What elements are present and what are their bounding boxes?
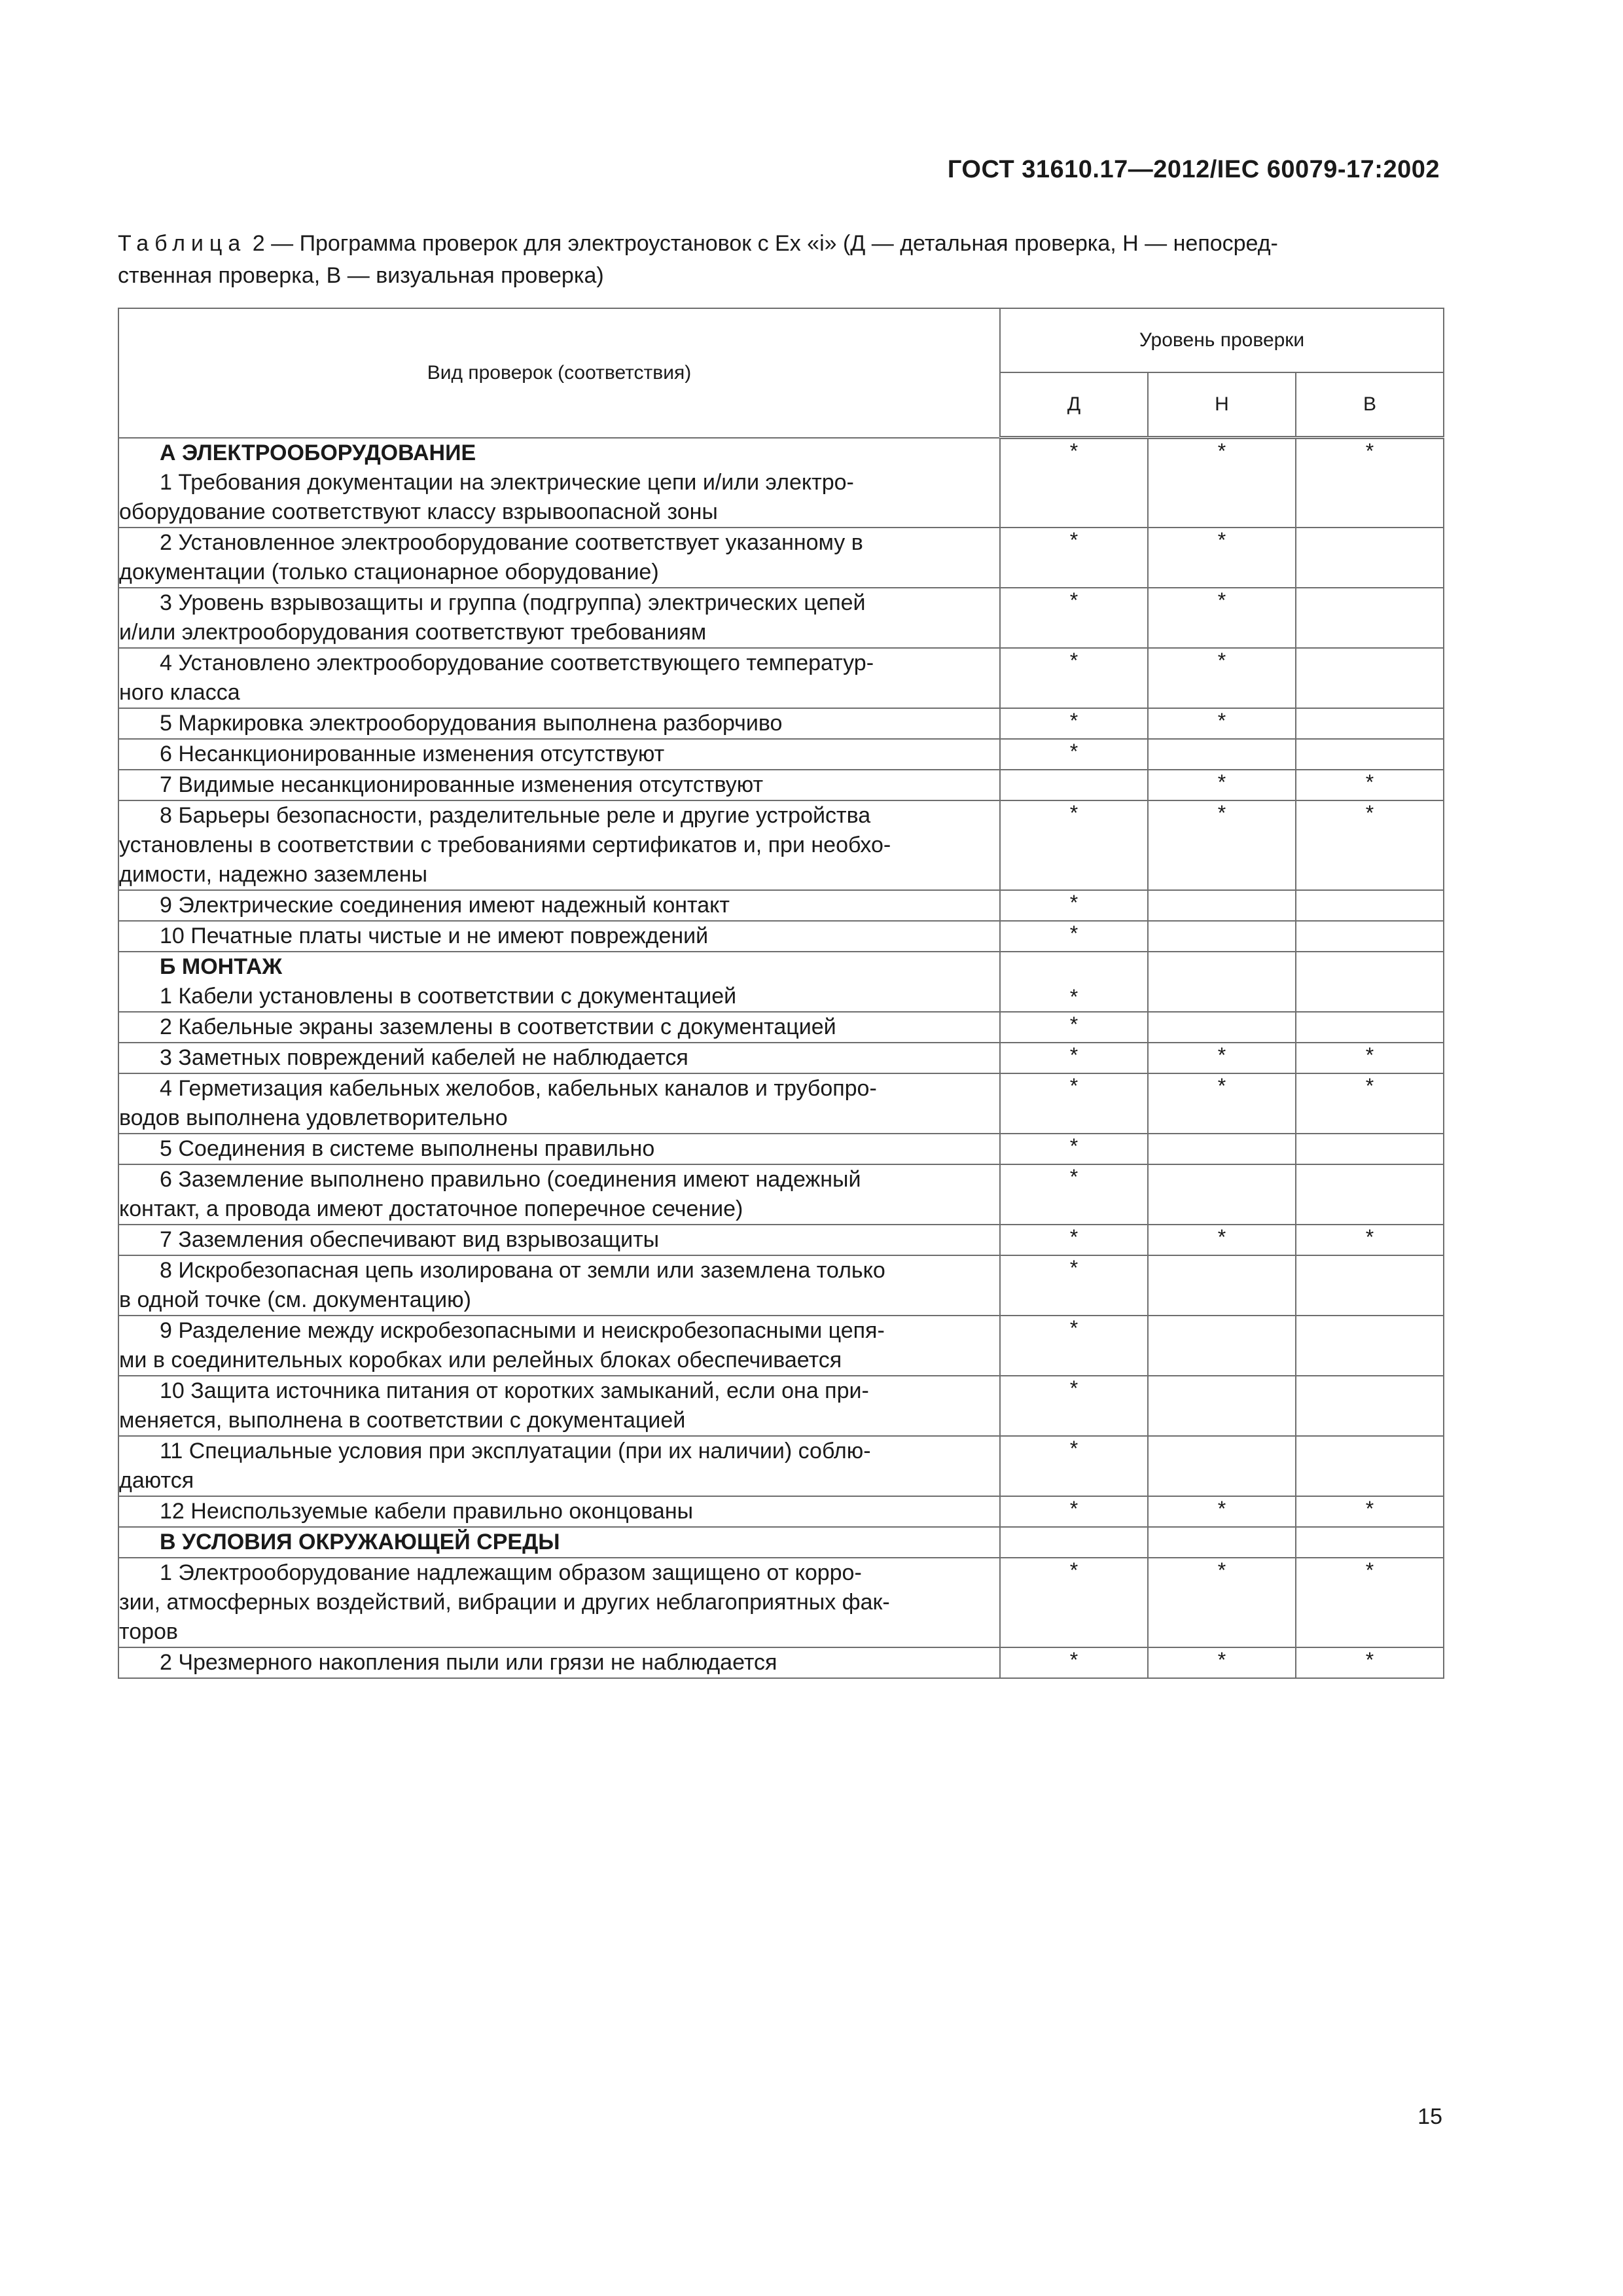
- mark-visual: [1296, 588, 1444, 648]
- table-row: [118, 1527, 1444, 1558]
- check-description: [118, 1316, 1000, 1376]
- mark-close: *: [1148, 1225, 1296, 1255]
- table-row: [118, 528, 1444, 588]
- mark-visual: *: [1296, 1496, 1444, 1527]
- mark-close: [1148, 1527, 1296, 1558]
- mark-visual: *: [1296, 800, 1444, 890]
- page-number: 15: [1418, 2104, 1442, 2129]
- mark-close: [1148, 921, 1296, 952]
- table-row: [118, 1164, 1444, 1225]
- mark-detailed: *: [1000, 1496, 1148, 1527]
- check-description: [118, 1436, 1000, 1496]
- check-description: [118, 588, 1000, 648]
- mark-detailed: *: [1000, 1647, 1148, 1678]
- mark-detailed: [1000, 770, 1148, 800]
- check-text-line: меняется, выполнена в соответствии с документацией: [119, 1407, 686, 1433]
- mark-close: *: [1148, 708, 1296, 739]
- table-row: [118, 1225, 1444, 1255]
- mark-visual: [1296, 1436, 1444, 1496]
- mark-visual: [1296, 921, 1444, 952]
- mark-detailed: *: [1000, 1012, 1148, 1043]
- mark-close: *: [1148, 800, 1296, 890]
- section-heading: А ЭЛЕКТРООБОРУДОВАНИЕ: [160, 440, 476, 465]
- mark-visual: [1296, 1255, 1444, 1316]
- check-description: [118, 708, 1000, 739]
- column-header-close: Н: [1148, 372, 1296, 438]
- mark-detailed: *: [1000, 648, 1148, 708]
- check-description: [118, 1043, 1000, 1073]
- standard-code: ГОСТ 31610.17—2012/IEC 60079-17:2002: [947, 156, 1440, 183]
- check-text-line: 5 Соединения в системе выполнены правильно: [160, 1136, 655, 1161]
- check-text-line: оборудование соответствуют классу взрывоопасной зоны: [119, 499, 718, 524]
- check-text-line: 1 Электрооборудование надлежащим образом защищено от корро-: [160, 1560, 862, 1585]
- caption-text-continued: ственная проверка, В — визуальная проверка): [118, 263, 604, 288]
- check-text-line: димости, надежно заземлены: [119, 861, 428, 887]
- table-row: [118, 648, 1444, 708]
- mark-detailed: *: [1000, 739, 1148, 770]
- table-row: [118, 1043, 1444, 1073]
- check-text-line: 7 Видимые несанкционированные изменения отсутствуют: [160, 772, 764, 797]
- mark-detailed: *: [1000, 800, 1148, 890]
- check-text-line: 8 Искробезопасная цепь изолирована от земли или заземлена только: [160, 1257, 885, 1283]
- check-text-line: 11 Специальные условия при эксплуатации (при их наличии) соблю-: [160, 1438, 871, 1463]
- check-description: [118, 1012, 1000, 1043]
- table-row: [118, 1558, 1444, 1647]
- check-text-line: 3 Заметных повреждений кабелей не наблюдается: [160, 1045, 688, 1070]
- table-row: [118, 1255, 1444, 1316]
- mark-visual: [1296, 952, 1444, 1012]
- mark-close: *: [1148, 438, 1296, 528]
- table-row: [118, 952, 1444, 1012]
- mark-close: *: [1148, 528, 1296, 588]
- check-text-line: установлены в соответствии с требованиями сертификатов и, при необхо-: [119, 832, 891, 857]
- mark-visual: [1296, 1527, 1444, 1558]
- table-row: [118, 708, 1444, 739]
- mark-visual: *: [1296, 1647, 1444, 1678]
- mark-close: *: [1148, 1073, 1296, 1134]
- table-row: [118, 921, 1444, 952]
- column-header-type: Вид проверок (соответствия): [118, 308, 1000, 438]
- check-description: [118, 438, 1000, 528]
- mark-close: *: [1148, 1496, 1296, 1527]
- mark-close: [1148, 1012, 1296, 1043]
- mark-close: *: [1148, 588, 1296, 648]
- table-row: [118, 800, 1444, 890]
- check-text-line: 6 Заземление выполнено правильно (соединения имеют надежный: [160, 1166, 861, 1192]
- check-text-line: 2 Установленное электрооборудование соответствует указанному в: [160, 529, 863, 555]
- check-description: [118, 1255, 1000, 1316]
- check-text-line: 10 Печатные платы чистые и не имеют повреждений: [160, 923, 709, 948]
- check-text-line: и/или электрооборудования соответствуют требованиям: [119, 619, 707, 645]
- check-text-line: 10 Защита источника питания от коротких замыканий, если она при-: [160, 1378, 869, 1403]
- column-header-level: Уровень проверки: [1000, 308, 1444, 372]
- check-description: [118, 800, 1000, 890]
- check-text-line: 3 Уровень взрывозащиты и группа (подгруппа) электрических цепей: [160, 590, 866, 615]
- check-description: [118, 1376, 1000, 1436]
- check-description: [118, 739, 1000, 770]
- caption-number: 2: [252, 231, 265, 256]
- table-body: [118, 438, 1444, 1678]
- mark-visual: [1296, 528, 1444, 588]
- caption-text: — Программа проверок для электроустановок с Ex «i» (Д — детальная проверка, Н — непосред-: [264, 231, 1278, 256]
- mark-detailed: *: [1000, 890, 1148, 921]
- mark-close: [1148, 739, 1296, 770]
- mark-close: [1148, 890, 1296, 921]
- check-text-line: ми в соединительных коробках или релейных блоках обеспечивается: [119, 1347, 842, 1372]
- check-text-line: зии, атмосферных воздействий, вибрации и других неблагоприятных фак-: [119, 1589, 890, 1615]
- check-description: [118, 1225, 1000, 1255]
- check-text-line: водов выполнена удовлетворительно: [119, 1105, 508, 1130]
- check-description: [118, 770, 1000, 800]
- mark-close: [1148, 1316, 1296, 1376]
- table-row: [118, 1316, 1444, 1376]
- mark-detailed: *: [1000, 1073, 1148, 1134]
- table-row: [118, 739, 1444, 770]
- mark-visual: *: [1296, 1225, 1444, 1255]
- mark-detailed: *: [1000, 1558, 1148, 1647]
- mark-close: *: [1148, 1647, 1296, 1678]
- mark-visual: [1296, 890, 1444, 921]
- mark-visual: [1296, 1012, 1444, 1043]
- mark-close: *: [1148, 770, 1296, 800]
- mark-visual: *: [1296, 438, 1444, 528]
- mark-visual: *: [1296, 1558, 1444, 1647]
- mark-detailed: *: [1000, 1316, 1148, 1376]
- check-description: [118, 1164, 1000, 1225]
- mark-detailed: *: [1000, 1436, 1148, 1496]
- table-row: [118, 438, 1444, 528]
- mark-detailed: [1000, 1527, 1148, 1558]
- mark-close: *: [1148, 1043, 1296, 1073]
- table-row: [118, 1647, 1444, 1678]
- table-row: [118, 1012, 1444, 1043]
- mark-detailed: *: [1000, 1164, 1148, 1225]
- column-header-detailed: Д: [1000, 372, 1148, 438]
- check-text-line: 6 Несанкционированные изменения отсутствуют: [160, 741, 665, 766]
- check-description: [118, 921, 1000, 952]
- mark-detailed: *: [1000, 1043, 1148, 1073]
- mark-close: [1148, 952, 1296, 1012]
- check-text-line: торов: [119, 1619, 178, 1644]
- check-text-line: 9 Разделение между искробезопасными и неискробезопасными цепя-: [160, 1318, 885, 1343]
- check-description: [118, 648, 1000, 708]
- mark-detailed: *: [1000, 1376, 1148, 1436]
- table-row: [118, 1073, 1444, 1134]
- mark-visual: *: [1296, 1073, 1444, 1134]
- mark-visual: [1296, 1134, 1444, 1164]
- check-text-line: 7 Заземления обеспечивают вид взрывозащиты: [160, 1227, 660, 1252]
- mark-visual: *: [1296, 770, 1444, 800]
- section-heading: В УСЛОВИЯ ОКРУЖАЮЩЕЙ СРЕДЫ: [160, 1529, 560, 1554]
- table-row: [118, 588, 1444, 648]
- mark-close: *: [1148, 648, 1296, 708]
- check-description: [118, 1134, 1000, 1164]
- mark-detailed: *: [1000, 438, 1148, 528]
- column-header-visual: В: [1296, 372, 1444, 438]
- check-text-line: 12 Неиспользуемые кабели правильно оконцованы: [160, 1498, 694, 1524]
- check-description: [118, 528, 1000, 588]
- check-description: [118, 1647, 1000, 1678]
- table-row: [118, 1134, 1444, 1164]
- mark-close: [1148, 1134, 1296, 1164]
- check-description: [118, 1558, 1000, 1647]
- check-text-line: контакт, а провода имеют достаточное поперечное сечение): [119, 1196, 743, 1221]
- table-row: [118, 890, 1444, 921]
- table-caption: [118, 228, 1440, 292]
- mark-visual: [1296, 1376, 1444, 1436]
- mark-close: *: [1148, 1558, 1296, 1647]
- table-row: [118, 1436, 1444, 1496]
- mark-detailed: *: [1000, 921, 1148, 952]
- check-text-line: 1 Кабели установлены в соответствии с документацией: [160, 983, 737, 1009]
- check-text-line: 2 Кабельные экраны заземлены в соответствии с документацией: [160, 1014, 836, 1039]
- check-description: [118, 1496, 1000, 1527]
- mark-close: [1148, 1255, 1296, 1316]
- caption-label: Таблица: [118, 231, 247, 256]
- mark-detailed: *: [1000, 1134, 1148, 1164]
- table-row: [118, 1376, 1444, 1436]
- mark-visual: *: [1296, 1043, 1444, 1073]
- inspection-table: [118, 308, 1444, 1679]
- check-text-line: 8 Барьеры безопасности, разделительные реле и другие устройства: [160, 802, 871, 828]
- mark-visual: [1296, 1316, 1444, 1376]
- section-heading: Б МОНТАЖ: [160, 954, 283, 979]
- mark-visual: [1296, 1164, 1444, 1225]
- mark-detailed: *: [1000, 588, 1148, 648]
- mark-detailed: *: [1000, 1225, 1148, 1255]
- check-text-line: ного класса: [119, 679, 240, 705]
- check-text-line: 9 Электрические соединения имеют надежный контакт: [160, 892, 730, 918]
- mark-close: [1148, 1164, 1296, 1225]
- mark-detailed: *: [1000, 1255, 1148, 1316]
- mark-visual: [1296, 708, 1444, 739]
- check-text-line: 2 Чрезмерного накопления пыли или грязи не наблюдается: [160, 1649, 777, 1675]
- check-description: [118, 1073, 1000, 1134]
- check-description: [118, 890, 1000, 921]
- mark-detailed: *: [1000, 708, 1148, 739]
- mark-detailed: *: [1000, 528, 1148, 588]
- check-text-line: даются: [119, 1467, 194, 1493]
- mark-detailed: *: [1000, 952, 1148, 1012]
- check-text-line: 1 Требования документации на электрические цепи и/или электро-: [160, 469, 854, 495]
- check-text-line: 4 Установлено электрооборудование соответствующего температур-: [160, 650, 874, 675]
- table-row: [118, 1496, 1444, 1527]
- check-text-line: в одной точке (см. документацию): [119, 1287, 471, 1312]
- check-description: [118, 952, 1000, 1012]
- mark-visual: [1296, 739, 1444, 770]
- mark-close: [1148, 1436, 1296, 1496]
- check-text-line: документации (только стационарное оборудование): [119, 559, 659, 584]
- mark-visual: [1296, 648, 1444, 708]
- mark-close: [1148, 1376, 1296, 1436]
- check-text-line: 4 Герметизация кабельных желобов, кабельных каналов и трубопро-: [160, 1075, 877, 1101]
- check-description: [118, 1527, 1000, 1558]
- check-text-line: 5 Маркировка электрооборудования выполнена разборчиво: [160, 710, 783, 736]
- table-row: [118, 770, 1444, 800]
